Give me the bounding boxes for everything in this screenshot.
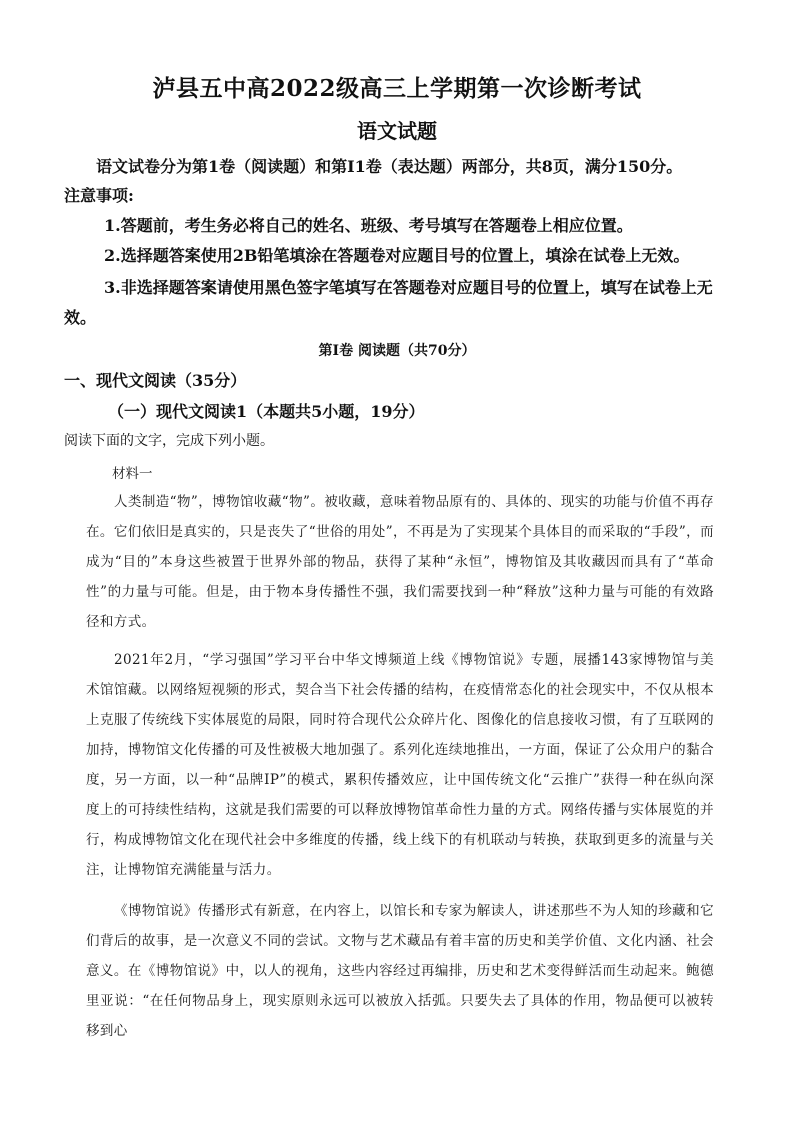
exam-intro: 语文试卷分为第1卷（阅读题）和第I1卷（表达题）两部分，共8页，满分150分。 [96,157,683,176]
reading-instruction: 阅读下面的文字，完成下列小题。 [64,433,274,449]
section-heading: 一、现代文阅读（35分） [64,371,247,390]
material-paragraph-2: 2021年2月，“学习强国”学习平台中华文博频道上线《博物馆说》专题，展播143家博物馆与美术馆馆藏。以网络短视频的形式，契合当下社会传播的结构，在疫情常态化的社会现实中，不仅从根本上克服了传统线下实体展览的局限，同时符合现代公众碎片化、图像化的信息接收习惯，有了互联网的加持，博物馆文化传播的可及性被极大地加强了。系列化连续地推出，一方面，保证了公众用户的黏合度，另一方面，以一种“品牌IP”的模式，累积传播效应，让中国传统文化“云推广”获得一种在纵向深度上的可持续性结构，这就是我们需要的可以释放博物馆革命性力量的方式。网络传播与实体展览的并行，构成博物馆文化在现代社会中多维度的传播，线上线下的有机联动与转换，获取到更多的流量与关注，让博物馆充满能量与活力。 [86,652,714,878]
part-one-title: 第I卷 阅读题（共70分） [318,343,476,359]
notice-item-2: 2.选择题答案使用2B铅笔填涂在答题卷对应题目号的位置上，填涂在试卷上无效。 [104,246,690,265]
exam-title: 泸县五中高2022级高三上学期第一次诊断考试 [152,75,642,102]
notice-item-1: 1.答题前，考生务必将自己的姓名、班级、考号填写在答题卷上相应位置。 [104,216,633,235]
material-label: 材料一 [112,466,153,482]
notice-item-3-cont: 效。 [64,308,97,327]
material-paragraph-1: 人类制造“物”，博物馆收藏“物”。被收藏，意味着物品原有的、具体的、现实的功能与价值不再存在。它们依旧是真实的，只是丧失了“世俗的用处”，不再是为了实现某个具体目的而采取的“手段”，而成为“目的”本身这些被置于世界外部的物品，获得了某种“永恒”，博物馆及其收藏因而具有了“革命性”的力量与可能。但是，由于物本身传播性不强，我们需要找到一种“释放”这种力量与可能的有效路径和方式。 [86,494,714,630]
notice-item-3: 3.非选择题答案请使用黑色签字笔填写在答题卷对应题目号的位置上，填写在试卷上无 [104,278,713,297]
material-paragraph-3: 《博物馆说》传播形式有新意，在内容上，以馆长和专家为解读人，讲述那些不为人知的珍藏和它们背后的故事，是一次意义不同的尝试。文物与艺术藏品有着丰富的历史和美学价值、文化内涵、社会意义。在《博物馆说》中，以人的视角，这些内容经过再编排，历史和艺术变得鲜活而生动起来。鲍德里亚说：“在任何物品身上，现实原则永远可以被放入括弧。只要失去了具体的作用，物品便可以被转移到心 [86,903,714,1039]
exam-subject-title: 语文试题 [357,119,437,143]
notice-heading: 注意事项: [64,186,134,205]
subsection-heading: （一）现代文阅读1（本题共5小题，19分） [108,402,425,421]
